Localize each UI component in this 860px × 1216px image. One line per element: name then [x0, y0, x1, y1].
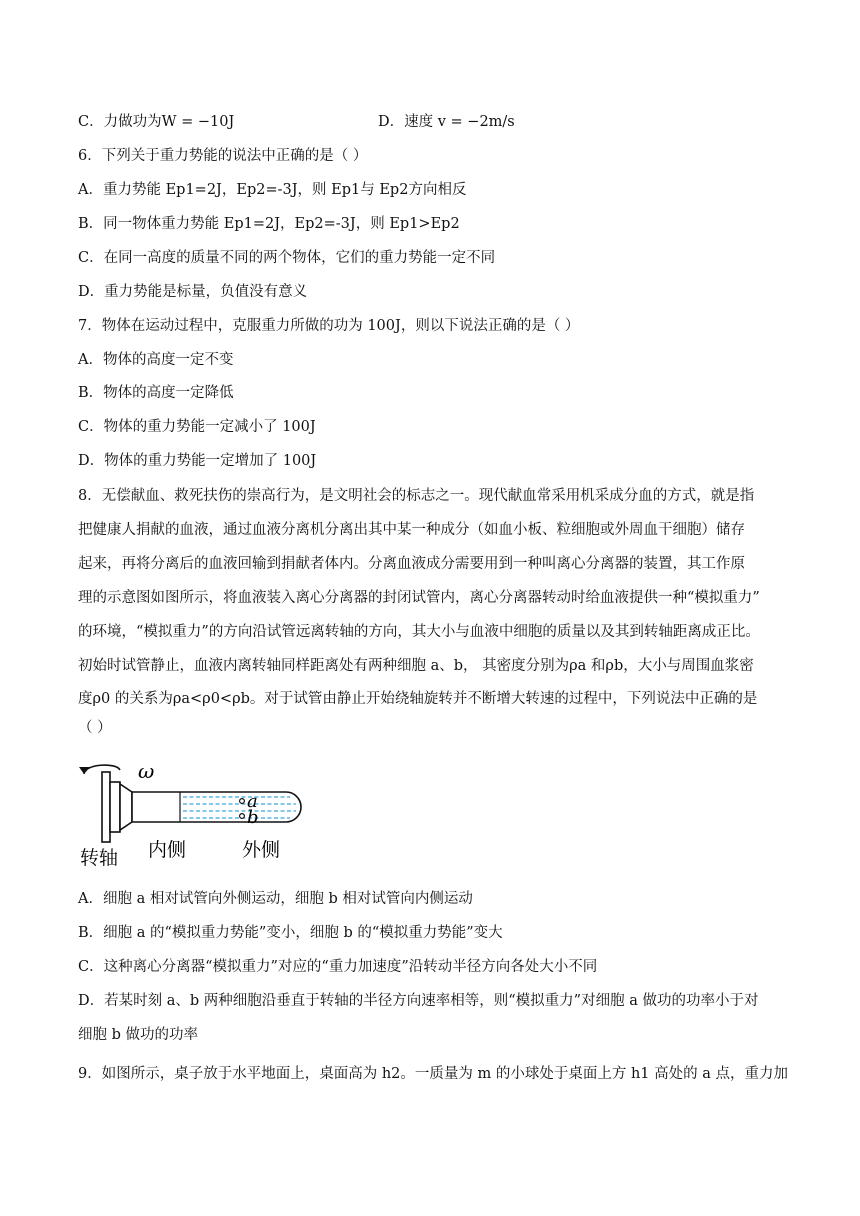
omega-label: ω	[138, 759, 155, 783]
cell-a	[240, 799, 245, 804]
q5-option-c: C．力做功为W = −10J	[78, 114, 235, 130]
q7-stem: 7．物体在运动过程中，克服重力所做的功为 100J，则以下说法正确的是（ ）	[78, 318, 580, 334]
q8-stem-line-5: 的环境，“模拟重力”的方向沿试管远离转轴的方向，其大小与血液中细胞的质量以及其到转轴距离成正比。	[78, 624, 760, 640]
q8-stem-line-3: 起来，再将分离后的血液回输到捐献者体内。分离血液成分需要用到一种叫离心分离器的装置，其工作原	[78, 556, 745, 572]
tube-flange	[120, 784, 132, 830]
cell-a-label: a	[247, 791, 258, 812]
q7-option-c: C．物体的重力势能一定减小了 100J	[78, 419, 316, 435]
q8-stem-line-7: 度ρ0 的关系为ρa<ρ0<ρb。对于试管由静止开始绕轴旋转并不断增大转速的过程中，下列说法中正确的是	[78, 691, 758, 707]
q6-option-d: D．重力势能是标量，负值没有意义	[78, 284, 308, 300]
q8-option-c: C．这种离心分离器“模拟重力”对应的“重力加速度”沿转动半径方向各处大小不同	[78, 959, 598, 975]
centrifuge-diagram	[76, 754, 316, 872]
q8-stem-line-1: 8．无偿献血、救死扶伤的崇高行为，是文明社会的标志之一。现代献血常采用机采成分血的方式，就是指	[78, 488, 755, 504]
cell-b	[240, 814, 245, 819]
q9-stem-line-1: 9．如图所示，桌子放于水平地面上，桌面高为 h2。一质量为 m 的小球处于桌面上方 h1 高处的 a 点，重力加	[78, 1066, 789, 1082]
q6-option-b: B．同一物体重力势能 Ep1=2J，Ep2=-3J，则 Ep1>Ep2	[78, 216, 460, 232]
q5-option-d: D．速度 v = −2m/s	[378, 114, 515, 130]
q8-stem-line-4: 理的示意图如图所示，将血液装入离心分离器的封闭试管内，离心分离器转动时给血液提供一种“模拟重力”	[78, 590, 760, 606]
inner-label: 内侧	[148, 839, 187, 861]
q7-option-a: A．物体的高度一定不变	[78, 352, 234, 368]
q8-stem-line-8: （ ）	[78, 720, 112, 736]
q7-option-b: B．物体的高度一定降低	[78, 385, 234, 401]
q6-option-c: C．在同一高度的质量不同的两个物体，它们的重力势能一定不同	[78, 250, 496, 266]
q6-option-a: A．重力势能 Ep1=2J，Ep2=-3J，则 Ep1与 Ep2方向相反	[78, 182, 467, 198]
arrow-head-icon	[79, 767, 90, 774]
q8-option-b: B．细胞 a 的“模拟重力势能”变小，细胞 b 的“模拟重力势能”变大	[78, 925, 503, 941]
outer-label: 外侧	[242, 839, 281, 861]
cell-b-label: b	[247, 807, 259, 828]
q7-option-d: D．物体的重力势能一定增加了 100J	[78, 453, 317, 469]
q8-option-d-line-1: D．若某时刻 a、b 两种细胞沿垂直于转轴的半径方向速率相等，则“模拟重力”对细胞 a 做功的功率小于对	[78, 993, 759, 1009]
axis-collar	[110, 782, 120, 832]
axis-shaft	[102, 772, 110, 842]
q8-option-d-line-2: 细胞 b 做功的功率	[78, 1027, 198, 1043]
q6-stem: 6．下列关于重力势能的说法中正确的是（ ）	[78, 148, 368, 164]
axis-label: 转轴	[80, 847, 119, 869]
q8-stem-line-6: 初始时试管静止，血液内离转轴同样距离处有两种细胞 a、b， 其密度分别为ρa 和ρb，大小与周围血浆密	[78, 658, 754, 674]
q8-stem-line-2: 把健康人捐献的血液，通过血液分离机分离出其中某一种成分（如血小板、粒细胞或外周血干细胞）储存	[78, 522, 745, 538]
q8-option-a: A．细胞 a 相对试管向外侧运动，细胞 b 相对试管向内侧运动	[78, 891, 473, 907]
